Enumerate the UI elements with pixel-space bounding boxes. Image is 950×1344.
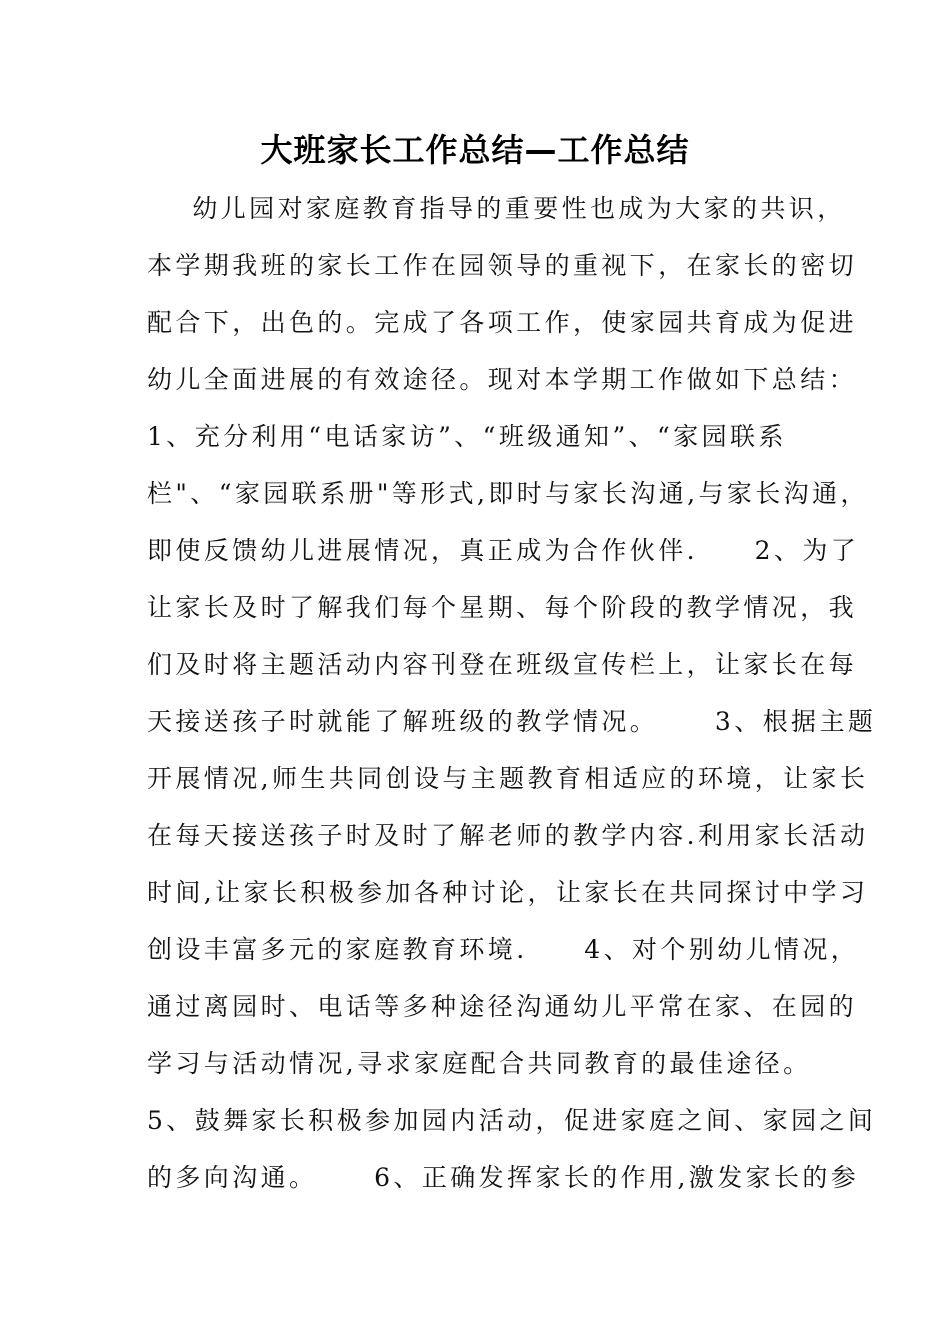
body-line-13: 时间,让家长积极参加各种讨论，让家长在共同探讨中学习 (147, 878, 869, 907)
body-line-8: 让家长及时了解我们每个星期、每个阶段的教学情况，我 (147, 593, 858, 622)
body-line-2: 本学期我班的家长工作在园领导的重视下，在家长的密切 (147, 251, 858, 280)
document-body (147, 180, 877, 1206)
body-line-6: 栏"、“家园联系册"等形式,即时与家长沟通,与家长沟通， (147, 479, 869, 508)
body-line-3: 配合下，出色的。完成了各项工作，使家园共育成为促进 (147, 308, 858, 337)
body-line-12: 在每天接送孩子时及时了解老师的教学内容.利用家长活动 (147, 821, 869, 850)
body-line-11: 开展情况,师生共同创设与主题教育相适应的环境，让家长 (147, 764, 869, 793)
body-line-14: 创设丰富多元的家庭教育环境. 4、对个别幼儿情况， (147, 935, 860, 964)
body-line-5: 1、充分利用“电话家访”、“班级通知”、“家园联系 (147, 422, 787, 451)
body-line-1: 幼儿园对家庭教育指导的重要性也成为大家的共识， (147, 194, 846, 223)
body-line-9: 们及时将主题活动内容刊登在班级宣传栏上，让家长在每 (147, 650, 858, 679)
body-line-7: 即使反馈幼儿进展情况，真正成为合作伙伴. 2、为了 (147, 536, 860, 565)
body-line-18: 的多向沟通。 6、正确发挥家长的作用,激发家长的参 (147, 1163, 860, 1192)
document-title: 大班家长工作总结—工作总结 (260, 131, 690, 169)
body-line-10: 天接送孩子时就能了解班级的教学情况。 3、根据主题 (147, 707, 877, 736)
body-line-4: 幼儿全面进展的有效途径。现对本学期工作做如下总结： (147, 365, 858, 394)
body-line-15: 通过离园时、电话等多种途径沟通幼儿平常在家、在园的 (147, 992, 858, 1021)
body-line-17: 5、鼓舞家长积极参加园内活动，促进家庭之间、家园之间 (147, 1106, 877, 1135)
body-line-16: 学习与活动情况,寻求家庭配合共同教育的最佳途径。 (147, 1049, 812, 1078)
